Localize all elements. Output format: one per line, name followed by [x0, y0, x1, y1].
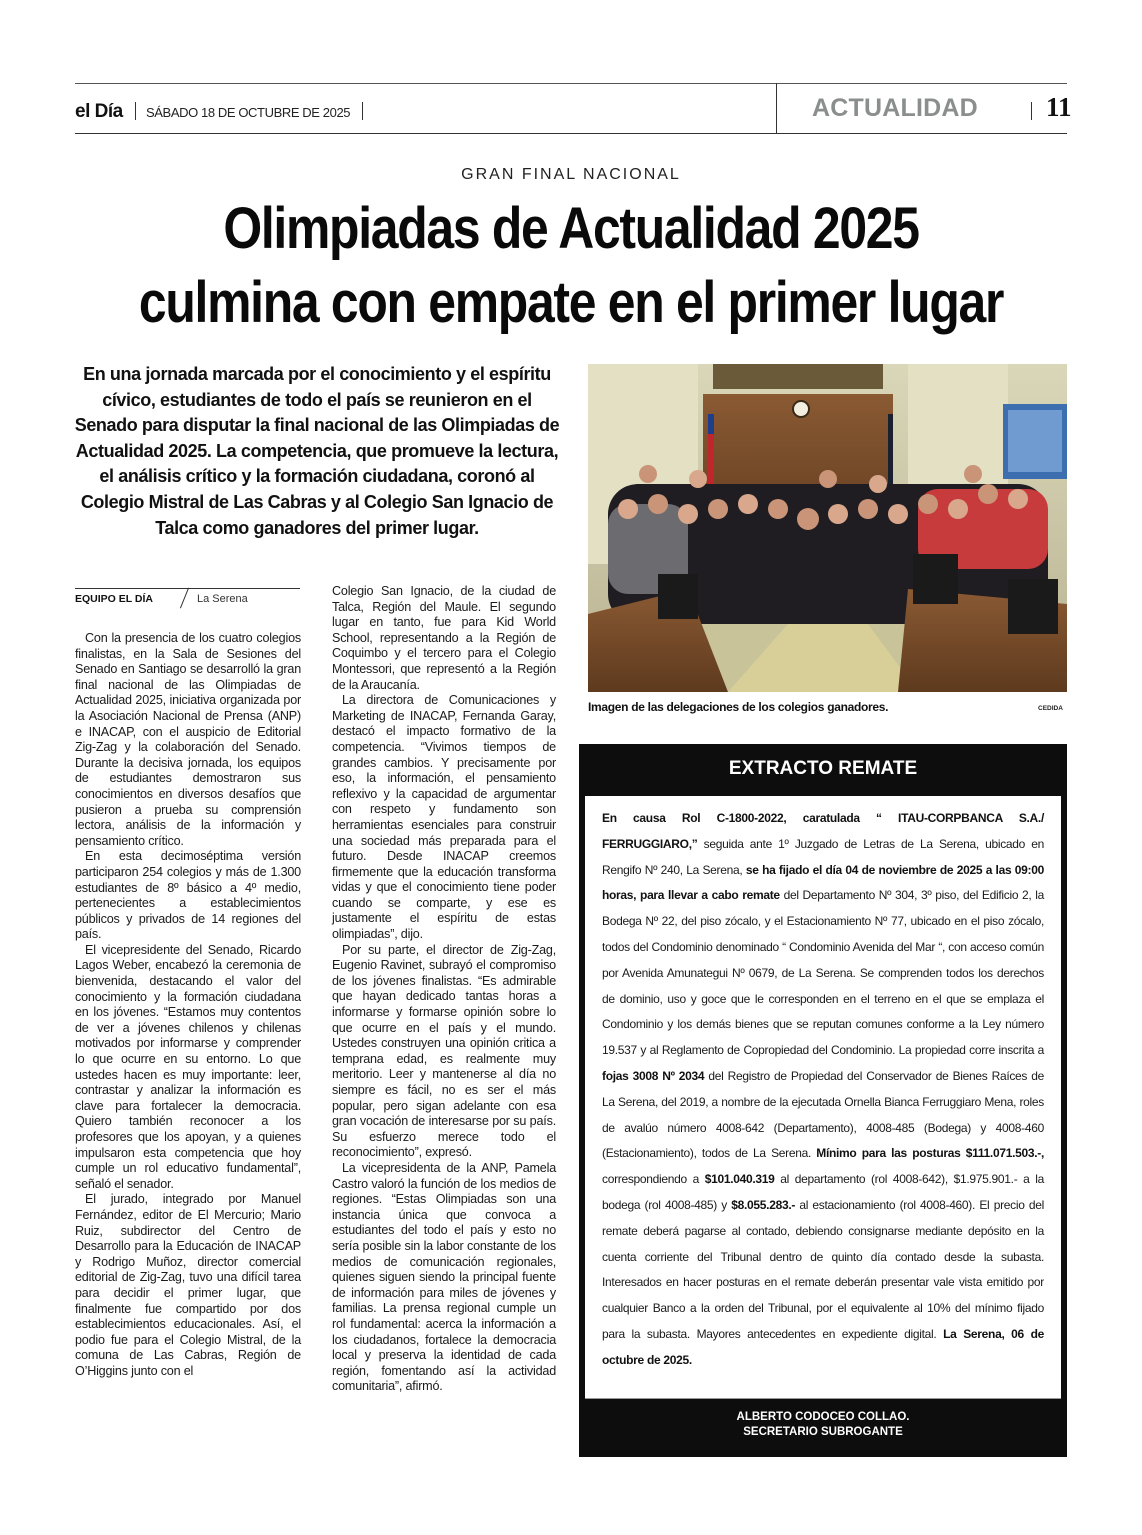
paragraph: La vicepresidenta de la ANP, Pamela Castro valoró la función de los medios de regiones. “Estas Olimpiadas son una instancia única que convoca a estudiantes del todo el país y esto no sería posible sin la labor constante de los medios de comunicación regionales, quienes siguen siendo la principal fuente de información para miles de jóvenes y familias. La prensa regional cumple un rol fundamental: acerca la información a los ciudadanos, fortalece la democracia local y preserva la identidad de cada región, fomentando así la actividad comunitaria”, afirmó.	[332, 1160, 556, 1394]
byline-author: EQUIPO EL DÍA	[75, 593, 153, 605]
notice-segment: al departamento (rol 4008-642), $1.975.901.- a la bodega (rol 4008-485) y	[602, 1172, 1044, 1212]
notice-emphasis: Mínimo para las posturas $111.071.503.-,	[816, 1146, 1044, 1161]
notice-emphasis: se ha fijado el día 04 de noviembre de 2025 a las 09:00 horas, para llevar a cabo remate	[602, 862, 1044, 903]
photo-credit: CEDIDA	[1038, 705, 1063, 712]
article-kicker: GRAN FINAL NACIONAL	[461, 166, 681, 183]
legal-notice-signature	[579, 1410, 1067, 1440]
paragraph: Por su parte, el director de Zig-Zag, Eugenio Ravinet, subrayó el compromiso de los jóvenes finalistas. “Es admirable que hayan dedicado tantas horas a informarse y formarse opinión sobre lo que ocurre en el país y el mundo. Ustedes construyen una opinión critica a temprana edad, es realmente muy meritorio. Leer y mantenerse al día no siempre es fácil, no es ser el más popular, pero sigan adelante con esa gran vocación de interesarse por su país. Su esfuerzo merece todo el reconocimiento”, expresó.	[332, 942, 556, 1160]
paragraph: Colegio San Ignacio, de la ciudad de Talca, Región del Maule. El segundo lugar en tanto, fue para Kid World School, representando a la Región de Coquimbo y el tercero para el Colegio Montessori, que representó a la Región de la Araucanía.	[332, 584, 556, 692]
article-column-2	[332, 584, 556, 1395]
notice-emphasis: La Serena, 06 de octubre de 2025.	[602, 1326, 1044, 1367]
notice-emphasis: En causa Rol C-1800-2022, caratulada “ ITAU-CORPBANCA S.A./ FERRUGGIARO,”	[602, 811, 1044, 851]
issue-date: SÁBADO 18 DE OCTUBRE DE 2025	[146, 105, 351, 120]
legal-notice-text	[602, 806, 1044, 1374]
photo-caption: Imagen de las delegaciones de los colegios ganadores.	[588, 700, 889, 714]
notice-segment: del Departamento Nº 304, 3º piso, del Edificio 2, la Bodega Nº 22, del piso zócalo, y el Estacionamiento Nº 77, ubicado en el piso zócalo, todos del Condominio denominado “ Condominio Avenida del Mar “, con acceso común por Avenida Amunategui Nº 0679, de La Serena. Se comprenden todos los derechos de dominio, uso y goce que le corresponden en el terreno en el que se emplaza el Condominio y los demás bienes que se reputan comunes conforme a la Ley número 19.537 y al Reglamento de Copropiedad del Condominio. La propiedad corre inscrita a	[602, 888, 1044, 1058]
group-photo-illustration	[588, 364, 1067, 692]
article-lead: En una jornada marcada por el conocimiento y el espíritu cívico, estudiantes de todo el país se reunieron en el Senado para disputar la final nacional de las Olimpiadas de Actualidad 2025. La competencia, que promueve la lectura, el análisis crítico y la formación ciudadana, coronó al Colegio Mistral de Las Cabras y al Colegio San Ignacio de Talca como ganadores del primer lugar.	[74, 364, 560, 538]
legal-notice-title: EXTRACTO REMATE	[728, 758, 918, 779]
notice-emphasis: fojas 3008 Nº 2034	[602, 1068, 705, 1083]
paragraph: La directora de Comunicaciones y Marketing de INACAP, Fernanda Garay, destacó el impacto formativo de la competencia. “Vivimos tiempos de grandes cambios. Y precisamente por eso, la información, el pensamiento reflexivo y la capacidad de argumentar con respeto y fundamento son herramientas esenciales para construir una sociedad más preparada para el futuro. Desde INACAP creemos firmemente que la educación transforma vidas y que el conocimiento tiene poder cuando se comparte, y ese es justamente el espíritu de estas olimpiadas”, dijo.	[332, 693, 556, 942]
header-top-rule	[75, 83, 1067, 84]
signature-name: ALBERTO CODOCEO COLLAO.	[736, 1411, 910, 1423]
headline-line-1: Olimpiadas de Actualidad 2025	[223, 196, 919, 261]
header-separator	[362, 102, 363, 120]
notice-emphasis: $8.055.283.-	[731, 1197, 796, 1212]
article-headline	[132, 192, 1011, 340]
header-separator	[1031, 102, 1032, 120]
page-number: 11	[1046, 92, 1072, 122]
headline-line-2: culmina con empate en el primer lugar	[138, 270, 1004, 335]
notice-emphasis: $101.040.319	[704, 1172, 775, 1187]
notice-segment: seguida ante 1º Juzgado de Letras de La Serena, ubicado en Rengifo Nº 240, La Serena,	[602, 836, 1044, 877]
byline-place: La Serena	[197, 593, 248, 605]
newspaper-logo: el Día	[75, 101, 123, 122]
header-bottom-rule	[75, 133, 1067, 134]
notice-segment: correspondiendo a	[602, 1172, 705, 1187]
signature-title: SECRETARIO SUBROGANTE	[743, 1426, 903, 1438]
notice-segment: al estacionamiento (rol 4008-460). El precio del remate deberá pagarse al contado, debiendo consignarse mediante depósito en la cuenta corriente del Tribunal dentro de quinto día contado desde la subasta. Interesados en hacer posturas en el remate deberán presentar vale vista emitido por cualquier Banco a la orden del Tribunal, por el equivalente al 10% del mínimo fijado para la subasta. Mayores antecedentes en expediente digital.	[602, 1197, 1044, 1341]
article-column-1	[75, 631, 301, 1380]
paragraph: Con la presencia de los cuatro colegios finalistas, en la Sala de Sesiones del Senado en Santiago se desarrolló la gran final nacional de las Olimpiadas de Actualidad 2025, iniciativa organizada por la Asociación Nacional de Prensa (ANP) e INACAP, con el auspicio de Editorial Zig-Zag y la colaboración del Senado. Durante la decisiva jornada, los equipos de estudiantes demostraron sus conocimientos en diversos desafíos que pusieron a prueba su comprensión lectora, análisis de la información y pensamiento crítico.	[75, 631, 301, 848]
paragraph: En esta decimoséptima versión participaron 254 colegios y más de 1.300 estudiantes de 8º básico a 4º medio, pertenecientes a establecimientos públicos y privados de 14 regiones del país.	[75, 849, 301, 942]
header-divider	[776, 83, 777, 134]
byline-slash	[180, 588, 189, 609]
paragraph: El jurado, integrado por Manuel Fernández, editor de El Mercurio; Mario Ruiz, subdirector del Centro de Desarrollo para la Educación de INACAP y Rodrigo Muñoz, director comercial editorial de Zig-Zag, tuvo una difícil tarea para decidir el primer lugar, que finalmente fue compartido por dos establecimientos educacionales. Así, el podio fue para el Colegio Mistral, de la comuna de Las Cabras, Región de O’Higgins junto con el	[75, 1192, 301, 1378]
article-photo	[588, 364, 1067, 692]
section-name: ACTUALIDAD	[812, 94, 978, 122]
notice-segment: del Registro de Propiedad del Conservador de Bienes Raíces de La Serena, del 2019, a nombre de la ejecutada Ornella Bianca Ferruggiaro Mena, roles de avalúo número 4008-642 (Departamento), 4008-485 (Bodega) y 4008-460 (Estacionamiento), todos de La Serena.	[602, 1068, 1044, 1161]
paragraph: El vicepresidente del Senado, Ricardo Lagos Weber, encabezó la ceremonia de bienvenida, destacando el valor del conocimiento y la formación ciudadana en los jóvenes. “Estamos muy contentos de ver a jóvenes chilenos y chilenas motivados por informarse y comprender lo que ocurre en su entorno. Lo que ustedes hacen es muy importante: leer, contrastar y analizar la información es clave para fortalecer la democracia. Quiero también reconocer a los profesores que los apoyan, y a quienes impulsaron esta competencia que hoy cumple un rol educativo fundamental”, señaló el senador.	[75, 942, 301, 1191]
header-separator	[135, 102, 136, 120]
